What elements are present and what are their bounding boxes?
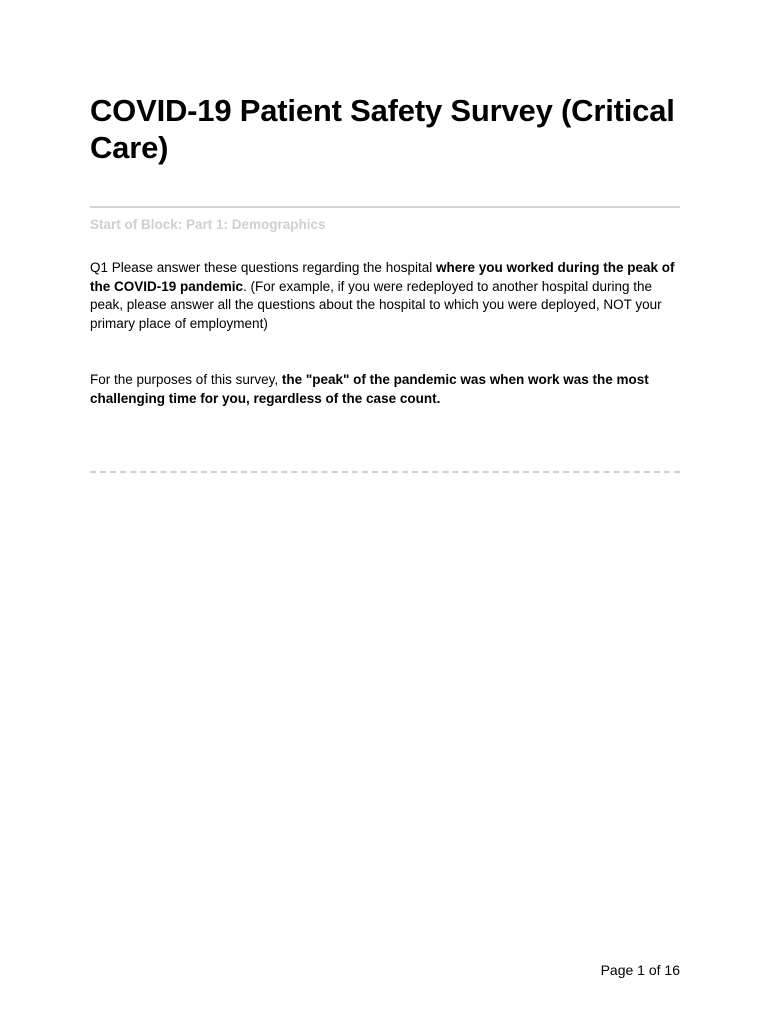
question-intro: Please answer these questions regarding the hospital — [108, 260, 436, 275]
peak-definition-emphasis: the "peak" of the pandemic was when work was the most challenging time for you, regardless of the case count. — [90, 372, 649, 406]
block-start-label: Start of Block: Part 1: Demographics — [90, 217, 326, 232]
peak-definition-intro: For the purposes of this survey, — [90, 372, 282, 387]
title-divider — [90, 206, 680, 208]
page-break-divider — [90, 471, 680, 473]
page-number: Page 1 of 16 — [600, 962, 680, 978]
peak-definition — [90, 371, 682, 408]
page-title: COVID-19 Patient Safety Survey (Critical Care) — [90, 93, 675, 165]
question-rest: . (For example, if you were redeployed to another hospital during the peak, please answer all the questions about the hospital to which you were deployed, NOT your primary place of employment) — [90, 278, 662, 332]
question-number: Q1 — [90, 260, 109, 275]
question-q1 — [90, 259, 682, 334]
question-emphasis: where you worked during the peak of the COVID-19 pandemic — [90, 260, 675, 294]
